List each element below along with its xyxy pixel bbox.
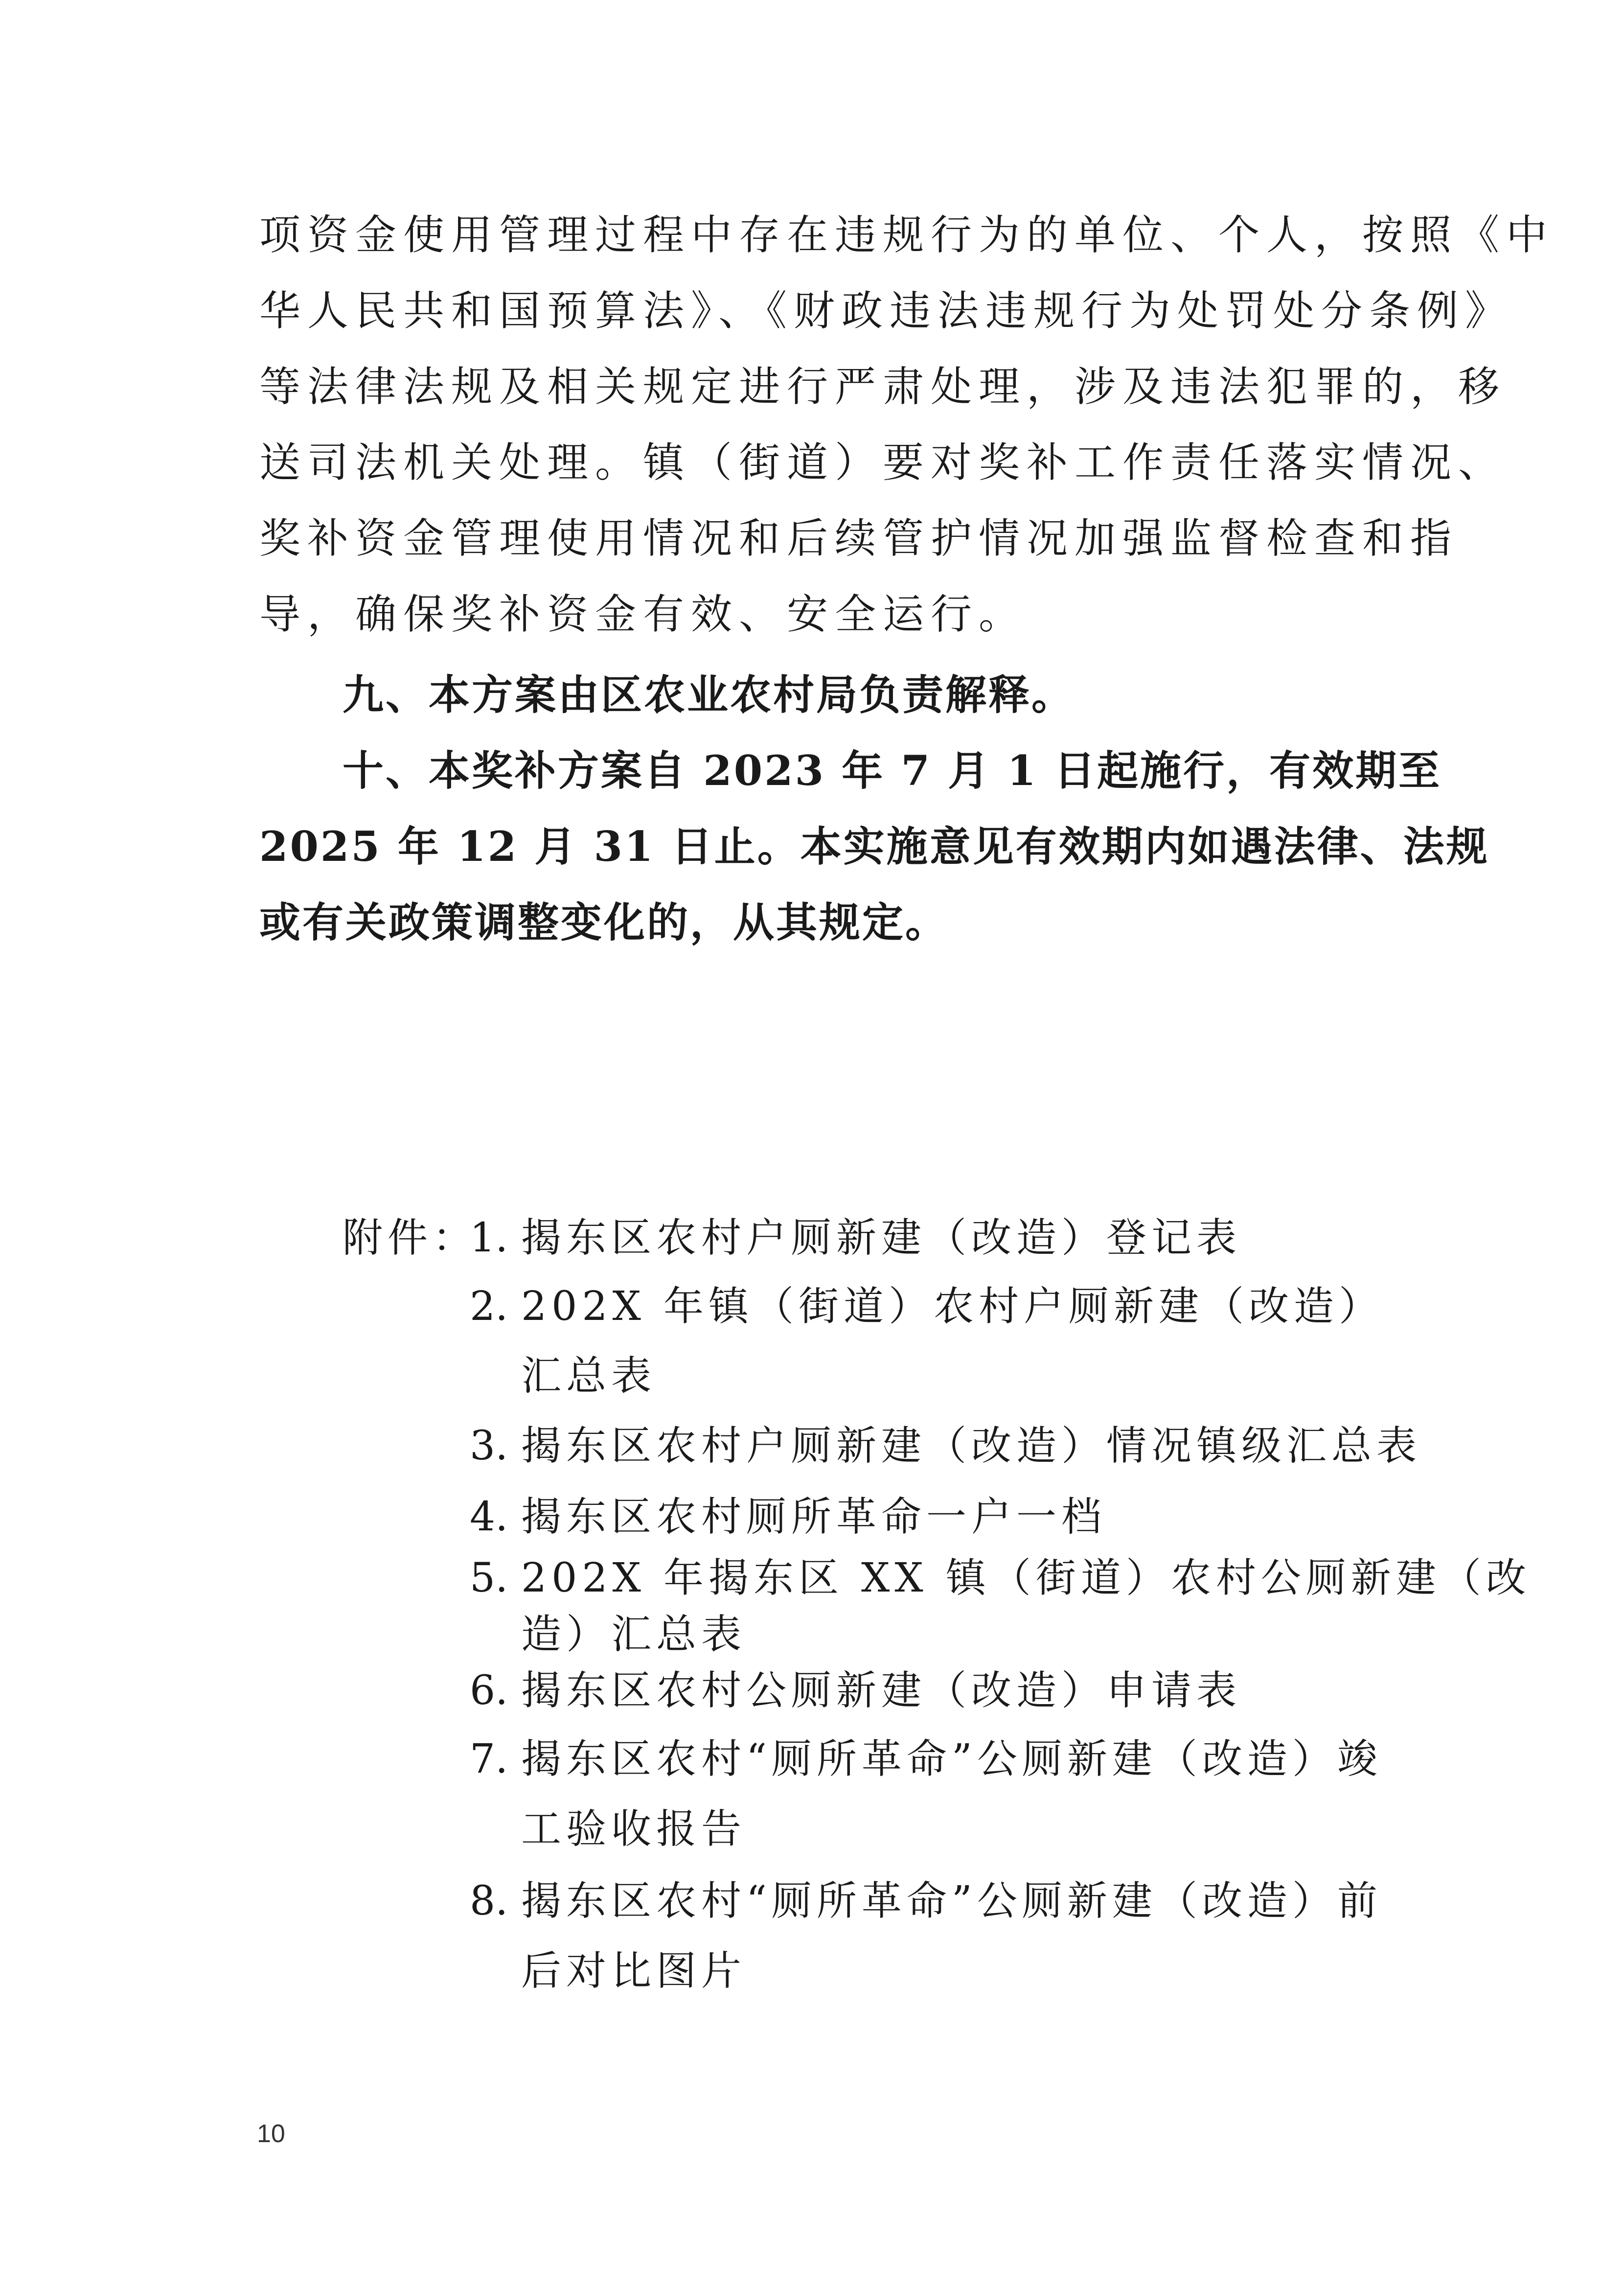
attachment-1-title: 揭东区农村户厕新建（改造）登记表 — [521, 1215, 1242, 1261]
body-line-3: 等法律法规及相关规定进行严肃处理，涉及违法犯罪的，移 — [259, 363, 1507, 411]
body-line-6: 导，确保奖补资金有效、安全运行。 — [259, 590, 1027, 638]
clause-nine: 九、本方案由区农业农村局负责解释。 — [343, 670, 1075, 719]
attachment-8-number: 8. — [470, 1878, 508, 1924]
attachment-6-number: 6. — [470, 1667, 508, 1714]
attachment-4-title: 揭东区农村厕所革命一户一档 — [521, 1494, 1107, 1540]
attachment-6-title: 揭东区农村公厕新建（改造）申请表 — [521, 1667, 1242, 1714]
body-line-4: 送司法机关处理。镇（街道）要对奖补工作责任落实情况、 — [259, 439, 1507, 486]
body-line-2: 华人民共和国预算法》、《财政违法违规行为处罚处分条例》 — [259, 287, 1513, 335]
page-number: 10 — [257, 2120, 285, 2148]
attachment-3-number: 3. — [470, 1423, 508, 1469]
attachment-8-title-cont: 后对比图片 — [521, 1948, 747, 1994]
attachment-1-number: 1. — [470, 1215, 508, 1261]
clause-ten-line-1: 十、本奖补方案自 2023 年 7 月 1 日起施行，有效期至 — [343, 746, 1442, 795]
attachment-5-title: 202X 年揭东区 XX 镇（街道）农村公厕新建（改 — [521, 1555, 1531, 1601]
attachment-2-title: 202X 年镇（街道）农村户厕新建（改造） — [521, 1283, 1384, 1330]
body-line-1: 项资金使用管理过程中存在违规行为的单位、个人，按照《中 — [259, 211, 1555, 259]
attachment-5-number: 5. — [470, 1555, 508, 1601]
attachment-5-title-cont: 造）汇总表 — [521, 1611, 747, 1658]
attachment-7-title: 揭东区农村“厕所革命”公厕新建（改造）竣 — [521, 1736, 1382, 1782]
clause-ten-line-3: 或有关政策调整变化的，从其规定。 — [259, 898, 949, 947]
attachment-2-number: 2. — [470, 1283, 508, 1330]
attachment-2-title-cont: 汇总表 — [521, 1353, 657, 1399]
attachment-7-title-cont: 工验收报告 — [521, 1806, 747, 1852]
body-line-5: 奖补资金管理使用情况和后续管护情况加强监督检查和指 — [259, 514, 1459, 562]
attachment-4-number: 4. — [470, 1494, 508, 1540]
attachment-7-number: 7. — [470, 1736, 508, 1782]
attachment-3-title: 揭东区农村户厕新建（改造）情况镇级汇总表 — [521, 1423, 1422, 1469]
attachments-label: 附件： — [343, 1215, 478, 1261]
attachment-8-title: 揭东区农村“厕所革命”公厕新建（改造）前 — [521, 1878, 1382, 1924]
clause-ten-line-2: 2025 年 12 月 31 日止。本实施意见有效期内如遇法律、法规 — [259, 822, 1489, 871]
